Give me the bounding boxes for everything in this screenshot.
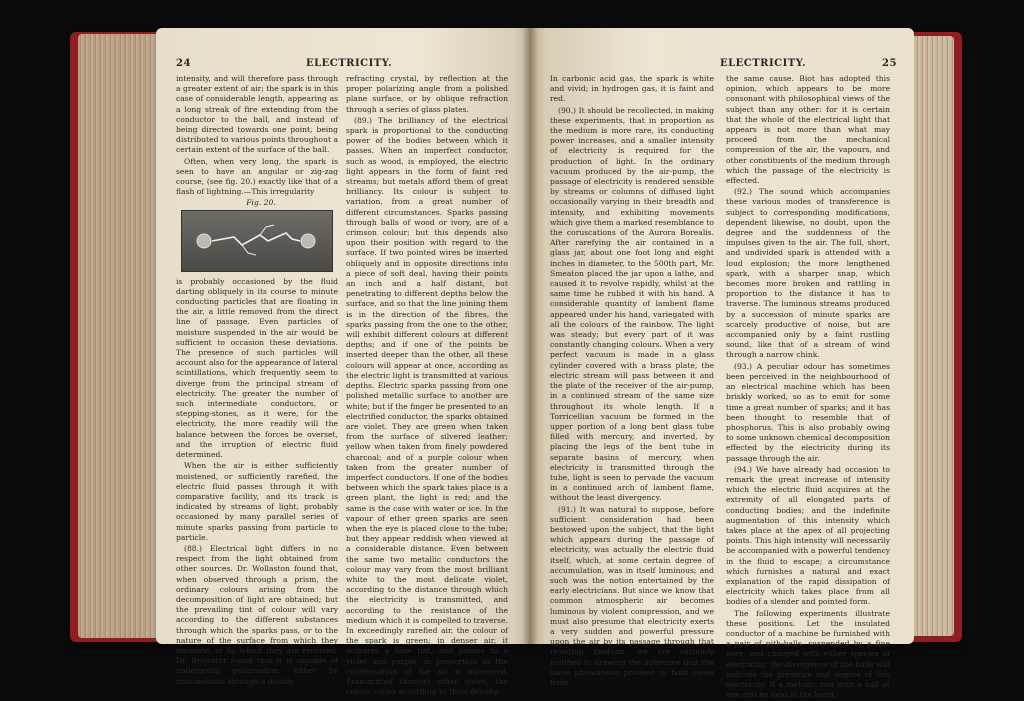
paragraph: (94.) We have already had occasion to remark the great increase of intensity which the electric fluid acquires at the extremity of all elongated parts of conducting bodies; and the indefinite augmentation of this intensity which takes place at the apex of all projecting points. This high intensity will necessarily be accompanied with a powerful tendency in the fluid to escape; a circumstance which furnishes a natural and exact explanation of the rapid dissipation of electricity which takes place from all bodies of a slender and pointed form.	[726, 464, 890, 607]
paragraph: is probably occasioned by the fluid darting obliquely in its course to minute conducting particles that are floating in the air, a little removed from the direct line of passage. Even particles of moisture suspended in the air would be sufficient to occasion these deviations. The presence of such particles will account also for the appearance of lateral scintillations, which frequently seem to diverge from the principal stream of electricity. The greater the number of such intermediate conductors, or stepping-stones, as it were, for the electricity, the more readily will the balance between the forces be overset, and the irruption of electric fluid determined.	[176, 276, 338, 460]
paragraph: (92.) The sound which accompanies these various modes of transference is subject to corresponding modifications, dependent likewise, no doubt, upon the degree and the suddenness of the impulses given to the air. The full, short, and undivided spark is attended with a loud explosion; the more lengthened spark, with a sharper snap, which becomes more broken and rattling in proportion to the distance it has to traverse. The luminous streams produced by a succession of minute sparks are scarcely productive of noise, but are accompanied only by a faint rustling sound, like that of a stream of wind through a narrow chink.	[726, 187, 890, 360]
figure-label: Fig. 20.	[246, 198, 276, 208]
paragraph: Often, when very long, the spark is seen to have an angular or zig-zag course, (see fig. 20.) exactly like that of a flash of lightning.—This irregularity	[176, 156, 338, 197]
paragraph: (88.) Electrical light differs in no respect from the light obtained from other sources. Dr. Wollaston found that, when observed through a prism, the ordinary colours arising from the decomposition of light are obtained; but the prevailing tint of colour will vary according to the different substances through which the sparks pass, or to the nature of the surface from which they emanate, or by which they are received. Dr. Brewster found that it is capable of undergoing polarization, either by transmission through a doubly	[176, 543, 338, 686]
paragraph: (91.) It was natural to suppose, before sufficient consideration had been bestowed upon the subject, that the light which appears during the passage of electricity, was actually the electric fluid itself, which, at some certain degree of accumulation, was in itself luminous; and such was the notion entertained by the early electricians. But since we know that common atmospheric air becomes luminous by violent compression, and we must also presume that electricity exerts a very sudden and powerful pressure upon the air by its passage through that resisting medium, we are certainly justified in drawing the inference that the same phenomena proceed in both cases from	[550, 504, 714, 687]
paragraph: The following experiments illustrate these positions. Let the insulated conductor of a machine be furnished with a pair of pith-balls, suspended by a fine wire, and charged with either species of electricity; the divergence of the balls will indicate the presence and degree of this electricity. If a metallic rod with a ball at one end be held in the hand,	[726, 608, 890, 700]
paragraph: When the air is either sufficiently moistened, or sufficiently rarefied, the electric fluid passes through it with comparative facility, and its track is indicated by streams of light, probably occasioned by many parallel series of minute sparks passing from particle to particle.	[176, 461, 338, 542]
left-column-1	[176, 74, 338, 688]
right-column-1	[550, 74, 714, 689]
right-page	[530, 28, 914, 700]
paragraph: refracting crystal, by reflection at the proper polarizing angle from a polished plane surface, or by oblique refraction through a series of glass plates.	[346, 74, 508, 114]
paragraph: intensity, and will therefore pass through a greater extent of air; the spark is in this case of considerable length, appearing as a long streak of fire extending from the conductor to the ball, and instead of being directed towards one point, being distributed to various points throughout a certain extent of the surface of the ball.	[176, 74, 338, 155]
page-edges-right	[910, 36, 954, 636]
zigzag-spark-icon	[182, 211, 332, 271]
left-running-head: ELECTRICITY.	[306, 58, 393, 69]
page-edges-left	[78, 34, 164, 638]
paragraph: In carbonic acid gas, the spark is white and vivid; in hydrogen gas, it is faint and red.	[550, 74, 714, 104]
figure-20-spark-illustration	[181, 210, 333, 272]
paragraph: (93.) A peculiar odour has sometimes been perceived in the neighbourhood of an electrical machine which has been briskly worked, so as to emit for some time a great number of sparks; and it has been thought to resemble that of phosphorus. This is also probably owing to some unknown chemical decomposition effected by the electricity during its passage through the air.	[726, 361, 890, 463]
left-page-number: 24	[176, 58, 191, 69]
open-book	[70, 28, 962, 700]
right-page-number: 25	[882, 58, 897, 69]
paragraph: (90.) It should be recollected, in making these experiments, that in proportion as the medium is more rare, its conducting power increases, and a smaller intensity of electricity is required for the production of light. In the ordinary vacuum produced by the air-pump, the passage of electricity is rendered sensible by streams or columns of diffused light occasionally varying in their breadth and intensity, and exhibiting movements which give them a marked resemblance to the coruscations of the Aurora Borealis. After rarefying the air contained in a glass jar, about one foot long and eight inches in diameter, to the 500th part, Mr. Smeaton placed the jar upon a lathe, and caused it to revolve rapidly, whilst at the same time he rubbed it with his hand. A considerable quantity of lambent flame appeared under his hand, variegated with all the colours of the rainbow. The light was steady; but every part of it was constantly changing colours. When a very perfect vacuum is made in a glass cylinder covered with a brass plate, the electric stream will pass between it and the plate of the receiver of the air-pump, in a continued stream of the same size throughout its whole length. If a Torricellian vacuum be formed in the upper portion of a long bent glass tube filled with mercury, and inverted, by placing the legs of the bent tube in separate basins of mercury, when electricity is transmitted through the tube, light is seen to pervade the vacuum in a continued arch of lambent flame, without the least divergency.	[550, 105, 714, 503]
paragraph: (89.) The brilliancy of the electrical spark is proportional to the conducting power of the bodies between which it passes. When an imperfect conductor, such as wood, is employed, the electric light appears in the form of faint red streams; but metals afford them of great brilliancy. Its colour is subject to variation, from a great number of different circumstances. Sparks passing through balls of wood or ivory, are of a crimson colour; but this depends also upon their position with regard to the surface. If two pointed wires be inserted obliquely and in opposite directions into a piece of soft deal, having their points an inch and a half distant, but penetrating to different depths below the surface, and so that the line joining them is in the direction of the fibres, the sparks passing from the one to the other, will exhibit different colours at different depths; and if one of the points be inserted deeper than the other, all these colours will appear at once, according as the electric light is transmitted at various depths. Electric sparks passing from one polished metallic surface to another are white; but if the finger be presented to an electrified conductor, the sparks obtained are violet. They are green when taken from the surface of silvered leather; yellow when taken from finely powdered charcoal; and of a purple colour when taken from the greater number of imperfect conductors. If one of the bodies between which the spark takes place is a green plant, the light is red; and the same is the case with water or ice. In the vapour of ether green sparks are seen when the eye is placed close to the tube; but they appear reddish when viewed at a considerable distance. Even between the same two metallic conductors the colour may vary from the most brilliant white to the most delicate violet, according to the distance through which the electricity is transmitted, and according to the resistance of the medium which it is compelled to traverse. In exceedingly rarefied air, the colour of the spark is green; in denser air, it acquires a blue tint, and passes to a violet and purple, in proportion as the condensation of the air is increased. Transmitted through other gases, the colour varies according to their density.	[346, 115, 508, 697]
book-gutter	[522, 28, 538, 644]
right-column-2	[726, 74, 890, 701]
left-column-2	[346, 74, 508, 698]
left-page	[156, 28, 530, 697]
paragraph: the same cause. Biot has adopted this opinion, which appears to be more consonant with philosophical views of the subject than any other: for it is certain that the whole of the electrical light that appears is not more than what may proceed from the mechanical compression of the air, the vapours, and other constituents of the medium through which the passage of the electricity is effected.	[726, 74, 890, 186]
right-running-head: ELECTRICITY.	[720, 58, 807, 69]
